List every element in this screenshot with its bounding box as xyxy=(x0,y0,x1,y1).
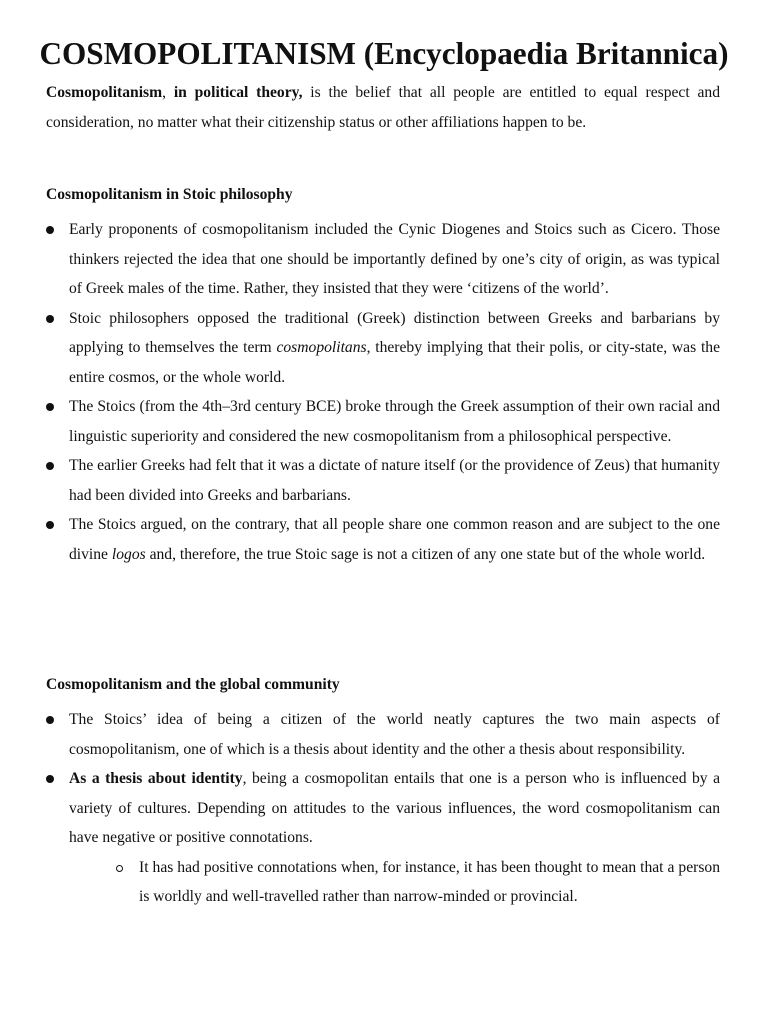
bullet-dot-icon xyxy=(46,716,54,724)
section-heading-global: Cosmopolitanism and the global community xyxy=(46,676,340,693)
bullet-italic-term: logos xyxy=(111,545,146,563)
bullet-text-before: Stoic philosophers opposed the traditional (Greek) distinction between Greeks and barbarians by applying to themselves the term xyxy=(69,309,720,356)
bullet-dot-icon xyxy=(46,403,54,411)
intro-rest: is the belief that all people are entitled to equal respect and consideration, no matter what their citizenship status or other affiliations happen to be. xyxy=(46,84,720,131)
bullet-dot-icon xyxy=(46,226,54,234)
section-heading-stoic: Cosmopolitanism in Stoic philosophy xyxy=(46,186,293,203)
sub-bullet-text: It has had positive connotations when, for instance, it has been thought to mean that a person is worldly and well-travelled rather than narrow-minded or provincial. xyxy=(139,858,720,905)
intro-comma: , xyxy=(162,84,167,101)
bullet-dot-icon xyxy=(46,521,54,529)
bullet-dot-icon xyxy=(46,775,54,783)
intro-term: Cosmopolitanism xyxy=(46,84,163,101)
bullet-text-after: and, therefore, the true Stoic sage is not a citizen of any one state but of the whole world. xyxy=(145,545,706,563)
bullet-text: The Stoics (from the 4th–3rd century BCE) broke through the Greek assumption of their own racial and linguistic superiority and considered the new cosmopolitanism from a philosophical perspective. xyxy=(69,398,720,445)
bullet-dot-icon xyxy=(46,315,54,323)
sub-bullet-circle-icon xyxy=(116,865,123,872)
bullet-text-before: The Stoics argued, on the contrary, that all people share one common reason and are subject to the one divine xyxy=(69,516,720,563)
bullet-italic-term: cosmopolitans xyxy=(276,339,367,356)
list-item xyxy=(46,451,720,510)
sub-list-item xyxy=(46,853,720,912)
list-item xyxy=(46,392,720,451)
list-item xyxy=(46,304,720,393)
bullet-bold-lead: As a thesis about identity xyxy=(69,770,243,787)
bullet-dot-icon xyxy=(46,462,54,470)
bullet-text: Early proponents of cosmopolitanism included the Cynic Diogenes and Stoics such as Cicero. Those thinkers rejected the idea that one should be importantly defined by one’s city of origin, as was typical of Greek males of the time. Rather, they insisted that they were ‘citizens of the world’. xyxy=(69,221,720,297)
bullet-text-after: , thereby implying that their polis, or city-state, was the entire cosmos, or the whole world. xyxy=(69,339,720,386)
bullet-text: The earlier Greeks had felt that it was a dictate of nature itself (or the providence of Zeus) that humanity had been divided into Greeks and barbarians. xyxy=(69,457,720,504)
list-item xyxy=(46,215,720,304)
stoic-bullet-list xyxy=(46,215,720,569)
list-item xyxy=(46,510,720,569)
document-title: COSMOPOLITANISM (Encyclopaedia Britannica) xyxy=(39,36,729,71)
intro-paragraph xyxy=(46,78,720,137)
list-item xyxy=(46,705,720,764)
list-item xyxy=(46,764,720,853)
bullet-text-after: , being a cosmopolitan entails that one is a person who is influenced by a variety of cultures. Depending on attitudes to the various influences, the word cosmopolitanism can have negative or positive connotations. xyxy=(69,770,720,846)
bullet-text: The Stoics’ idea of being a citizen of the world neatly captures the two main aspects of cosmopolitanism, one of which is a thesis about identity and the other a thesis about responsibility. xyxy=(69,711,720,758)
intro-qualifier: in political theory, xyxy=(173,84,303,101)
global-bullet-list xyxy=(46,705,720,912)
